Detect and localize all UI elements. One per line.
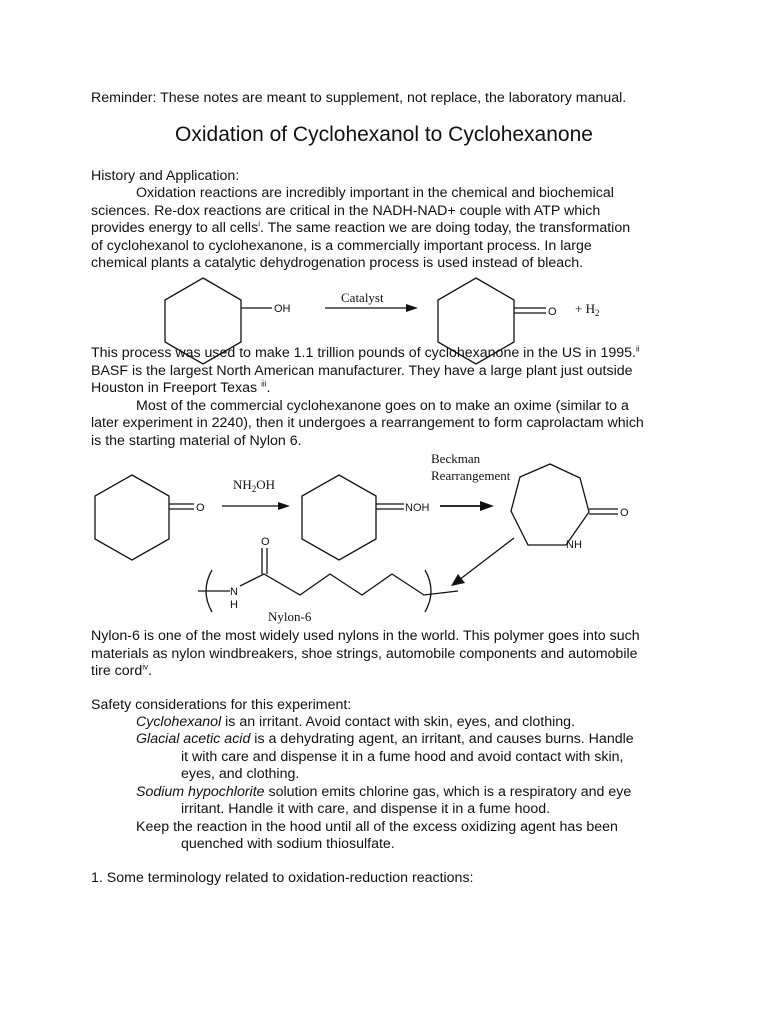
footnote-ref-iv: iv	[142, 662, 149, 672]
safety-item-cyclohexanol	[136, 714, 575, 732]
catalyst-label: Catalyst	[341, 290, 384, 305]
nh2oh-subscript: 2	[251, 484, 257, 494]
safety-acetic-cont-2: eyes, and clothing.	[181, 766, 300, 782]
nh2oh-arrowhead	[278, 502, 290, 510]
process-line-3-end: .	[266, 380, 271, 396]
history-line-1: Oxidation reactions are incredibly important in the chemical and biochemical	[136, 185, 614, 201]
safety-keep-line-1: Keep the reaction in the hood until all of the excess oxidizing agent has been	[136, 819, 618, 835]
nylon-6-label: Nylon-6	[268, 609, 312, 624]
nh2oh-prefix: NH	[233, 477, 252, 492]
o-label: O	[548, 306, 557, 318]
history-line-2: sciences. Re-dox reactions are critical in the NADH-NAD+ couple with ATP which	[91, 203, 601, 219]
safety-term-acetic-acid: Glacial acetic acid	[136, 731, 251, 747]
footnote-ref-ii: ii	[635, 344, 640, 354]
nylon-line-3-end: .	[148, 663, 152, 679]
safety-heading: Safety considerations for this experiment:	[91, 697, 352, 713]
cyclohexanone-ring-2	[95, 475, 169, 560]
process-line-3-text: Houston in Freeport Texas	[91, 380, 258, 396]
safety-term-cyclohexanol: Cyclohexanol	[136, 714, 222, 730]
nylon-o-label: O	[261, 536, 270, 548]
lactam-nh-label: NH	[566, 539, 582, 551]
safety-text-cyclohexanol: is an irritant. Avoid contact with skin, eyes, and clothing.	[221, 714, 576, 730]
history-line-3-end: . The same reaction we are doing today, the transformation	[259, 220, 631, 236]
safety-keep-line-2: quenched with sodium thiosulfate.	[181, 836, 395, 852]
nylon-h-label: H	[230, 599, 238, 611]
safety-acetic-cont-1: it with care and dispense it in a fume hood and avoid contact with skin,	[181, 749, 624, 765]
nylon-backbone	[240, 574, 458, 595]
caprolactam-ring	[511, 464, 589, 545]
safety-text-acetic-acid: is a dehydrating agent, an irritant, and causes burns. Handle	[250, 731, 634, 747]
safety-item-hypochlorite	[136, 784, 631, 802]
nylon-line-1: Nylon-6 is one of the most widely used nylons in the world. This polymer goes into such	[91, 628, 640, 644]
history-line-4: of cyclohexanol to cyclohexanone, is a commercially important process. In large	[91, 238, 592, 254]
process-line-4: Most of the commercial cyclohexanone goes on to make an oxime (similar to a	[136, 398, 629, 414]
nylon-line-3	[91, 663, 152, 681]
lactam-o-label: O	[620, 507, 629, 519]
h2-subscript: 2	[594, 308, 600, 318]
nylon-line-3-text: tire cord	[91, 663, 143, 679]
page-title: Oxidation of Cyclohexanol to Cyclohexanone	[175, 123, 593, 146]
o-label-2: O	[196, 502, 205, 514]
safety-hypochlorite-cont-1: irritant. Handle it with care, and dispense it in a fume hood.	[181, 801, 551, 817]
history-line-5: chemical plants a catalytic dehydrogenation process is used instead of bleach.	[91, 255, 584, 271]
safety-text-hypochlorite: solution emits chlorine gas, which is a respiratory and eye	[264, 784, 632, 800]
process-line-6: is the starting material of Nylon 6.	[91, 433, 302, 449]
process-line-5: later experiment in 2240), then it undergoes a rearrangement to form caprolactam which	[91, 415, 644, 431]
safety-item-acetic-acid	[136, 731, 634, 749]
history-line-3-text: provides energy to all cells	[91, 220, 259, 236]
nh2oh-suffix: OH	[256, 477, 276, 492]
section-1-heading: 1. Some terminology related to oxidation-reduction reactions:	[91, 870, 474, 886]
rearrangement-label: Rearrangement	[431, 468, 511, 483]
oxime-ring	[302, 475, 376, 560]
beckman-label: Beckman	[431, 451, 481, 466]
beckman-arrowhead	[480, 501, 494, 511]
noh-label: NOH	[405, 502, 430, 514]
footnote-ref-iii: iii	[261, 379, 267, 389]
nylon-n-label: N	[230, 586, 238, 598]
safety-term-hypochlorite: Sodium hypochlorite	[136, 784, 265, 800]
process-line-1-text: This process was used to make 1.1 trillion pounds of cyclohexanone in the US in 1995.	[91, 345, 636, 361]
polymerization-arrowhead	[451, 574, 465, 586]
reminder-text: Reminder: These notes are meant to supplement, not replace, the laboratory manual.	[91, 90, 627, 106]
polymerization-arrow	[459, 538, 514, 580]
nylon-line-2: materials as nylon windbreakers, shoe strings, automobile components and automobile	[91, 646, 638, 662]
nh2oh-label	[233, 477, 275, 494]
process-line-2: BASF is the largest North American manufacturer. They have a large plant just outside	[91, 363, 633, 379]
h2-prefix: + H	[575, 301, 595, 316]
oh-label: OH	[274, 303, 291, 315]
history-heading: History and Application:	[91, 168, 240, 184]
footnote-ref-i: i	[258, 219, 260, 229]
right-bracket	[425, 570, 431, 612]
